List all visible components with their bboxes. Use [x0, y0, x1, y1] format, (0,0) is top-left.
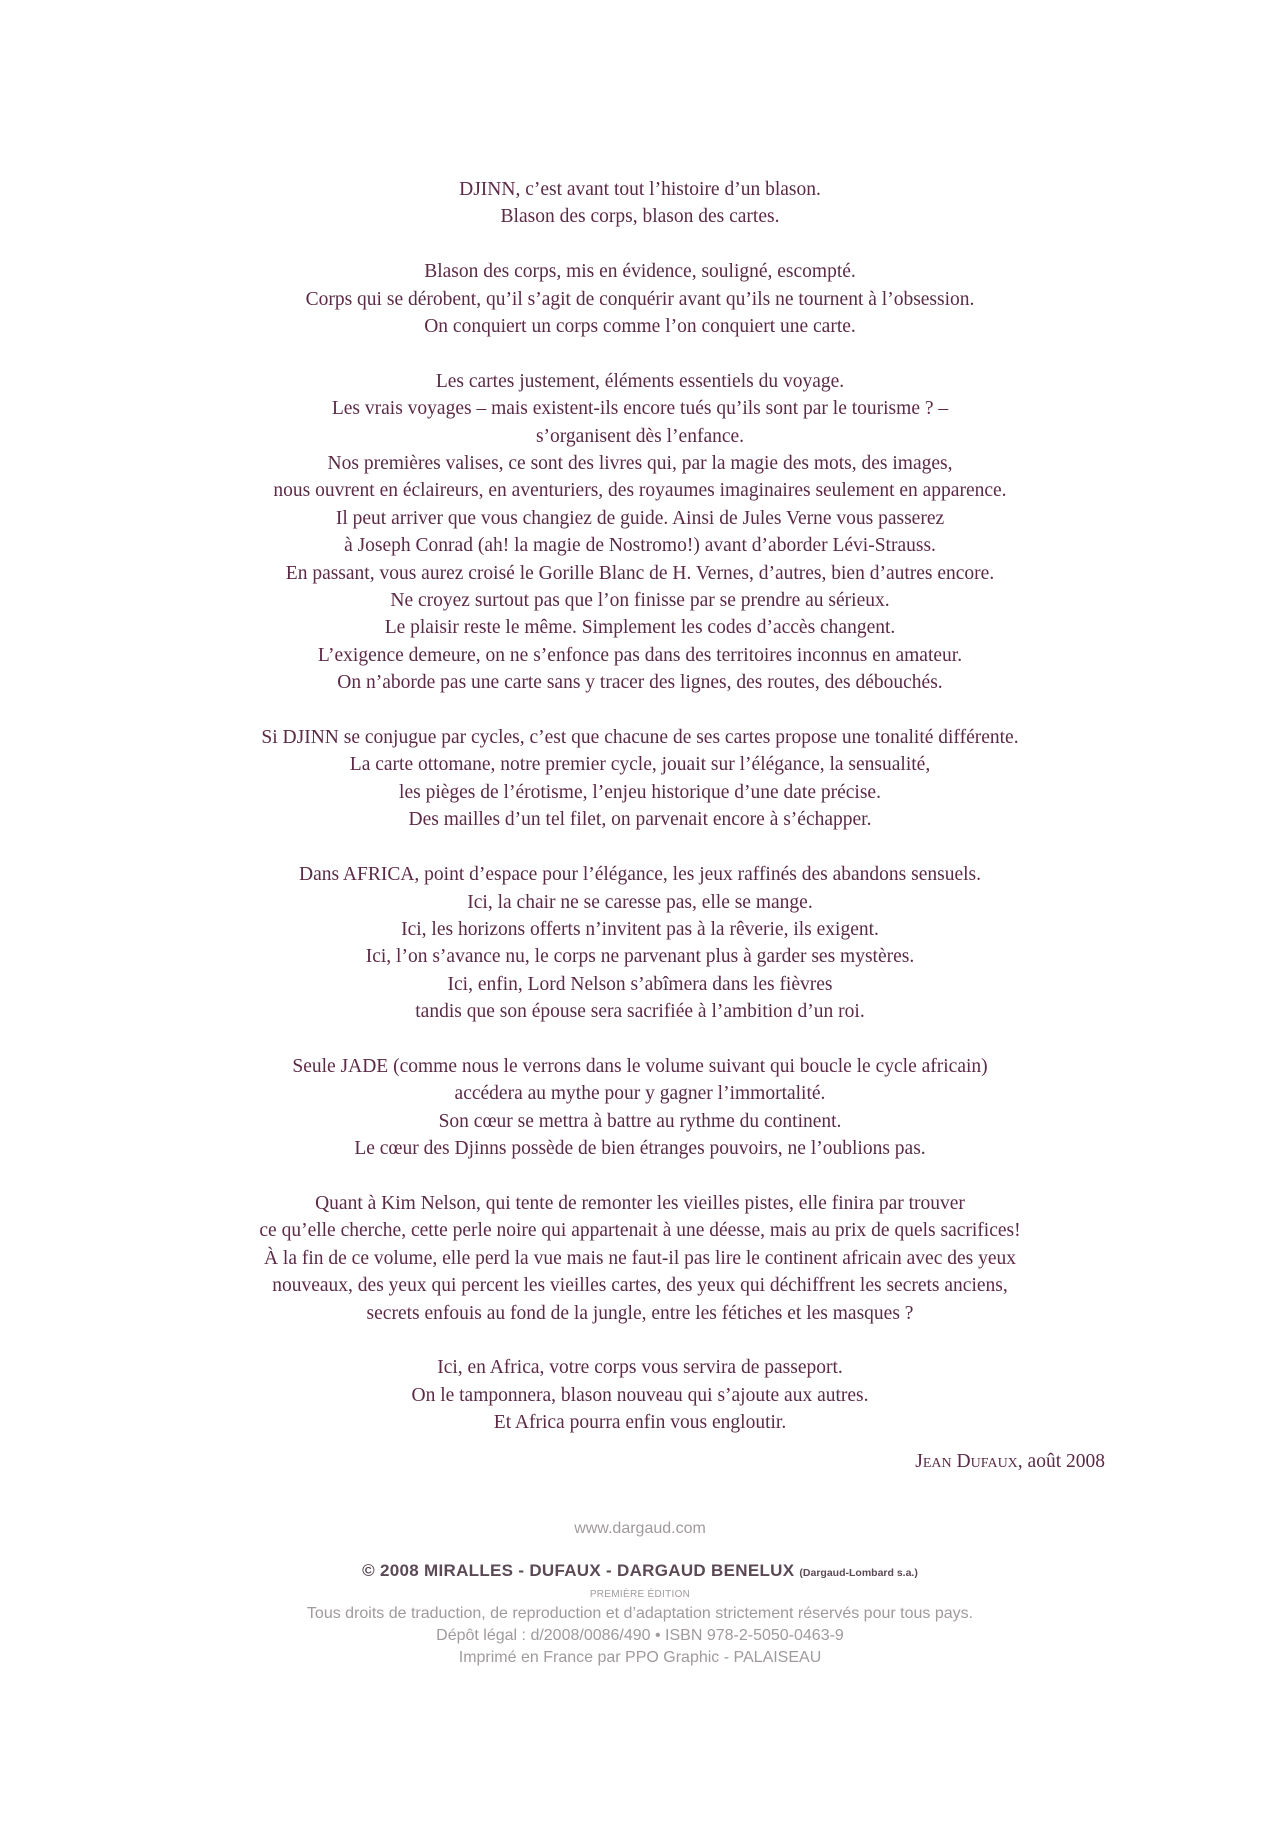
paragraph [140, 861, 1140, 1025]
text-line: Ne croyez surtout pas que l’on finisse par se prendre au sérieux. [390, 590, 890, 612]
paragraph [140, 368, 1140, 697]
paragraph [140, 1053, 1140, 1163]
rights-notice: Tous droits de traduction, de reproduction et d’adaptation strictement réservés pour tous pays. [306, 1605, 974, 1622]
text-line: nous ouvrent en éclaireurs, en aventuriers, des royaumes imaginaires seulement en apparence. [273, 480, 1007, 502]
text-line: Il peut arriver que vous changiez de guide. Ainsi de Jules Verne vous passerez [335, 507, 945, 529]
text-line: Blason des corps, blason des cartes. [500, 206, 780, 228]
edition-label: PREMIÈRE ÉDITION [589, 1589, 691, 1600]
printer-info: Imprimé en France par PPO Graphic - PALAISEAU [458, 1649, 822, 1666]
text-line: accédera au mythe pour y gagner l’immortalité. [454, 1083, 826, 1105]
signature-date: , août 2008 [1017, 1451, 1105, 1472]
text-line: Ici, enfin, Lord Nelson s’abîmera dans les fièvres [447, 973, 833, 995]
text-line: Les cartes justement, éléments essentiels du voyage. [435, 370, 845, 392]
paragraph [140, 1354, 1140, 1436]
text-line: Quant à Kim Nelson, qui tente de remonter les vieilles pistes, elle finira par trouver [315, 1192, 965, 1214]
paragraph [140, 176, 1140, 231]
text-line: secrets enfouis au fond de la jungle, entre les fétiches et les masques ? [366, 1302, 914, 1324]
text-line: Ici, les horizons offerts n’invitent pas à la rêverie, ils exigent. [401, 918, 879, 940]
text-line: Les vrais voyages – mais existent-ils encore tués qu’ils sont par le tourisme ? – [331, 398, 949, 420]
publisher-colophon [140, 1519, 1140, 1669]
text-line: Ici, en Africa, votre corps vous servira de passeport. [437, 1357, 843, 1379]
text-line: ce qu’elle cherche, cette perle noire qui appartenait à une déesse, mais au prix de quels sacrifices! [259, 1220, 1021, 1242]
paragraph [140, 1190, 1140, 1327]
text-line: L’exigence demeure, on ne s’enfonce pas dans des territoires inconnus en amateur. [317, 644, 963, 666]
publisher-website: www.dargaud.com [574, 1520, 706, 1537]
text-line: En passant, vous aurez croisé le Gorille Blanc de H. Vernes, d’autres, bien d’autres encore. [285, 562, 995, 584]
paragraph [140, 724, 1140, 834]
text-line: Ici, l’on s’avance nu, le corps ne parvenant plus à garder ses mystères. [365, 946, 915, 968]
text-line: À la fin de ce volume, elle perd la vue mais ne faut-il pas lire le continent africain avec des yeux [263, 1247, 1017, 1269]
text-line: Et Africa pourra enfin vous engloutir. [493, 1412, 787, 1434]
author-signature [915, 1451, 1105, 1473]
text-line: Le plaisir reste le même. Simplement les codes d’accès changent. [384, 617, 896, 639]
text-line: Corps qui se dérobent, qu’il s’agit de conquérir avant qu’ils ne tournent à l’obsession. [305, 288, 975, 310]
text-line: Si DJINN se conjugue par cycles, c’est que chacune de ses cartes propose une tonalité différente. [261, 727, 1019, 749]
text-line: Blason des corps, mis en évidence, souligné, escompté. [424, 261, 856, 283]
copyright-line [140, 1560, 1140, 1584]
text-line: s’organisent dès l’enfance. [535, 425, 745, 447]
copyright-company: (Dargaud-Lombard s.a.) [799, 1567, 918, 1579]
legal-deposit: Dépôt légal : d/2008/0086/490 • ISBN 978-2-5050-0463-9 [436, 1627, 844, 1644]
preface-essay [140, 176, 1140, 1464]
text-line: Ici, la chair ne se caresse pas, elle se mange. [467, 891, 813, 913]
text-line: à Joseph Conrad (ah! la magie de Nostromo!) avant d’aborder Lévi-Strauss. [344, 535, 936, 557]
text-line: DJINN, c’est avant tout l’histoire d’un blason. [459, 179, 821, 200]
text-line: les pièges de l’érotisme, l’enjeu historique d’une date précise. [399, 781, 881, 803]
text-line: On le tamponnera, blason nouveau qui s’ajoute aux autres. [411, 1384, 869, 1406]
text-line: Son cœur se mettra à battre au rythme du continent. [438, 1110, 842, 1132]
text-line: Dans AFRICA, point d’espace pour l’élégance, les jeux raffinés des abandons sensuels. [299, 864, 981, 886]
text-line: Seule JADE (comme nous le verrons dans le volume suivant qui boucle le cycle africain) [292, 1055, 988, 1077]
text-line: nouveaux, des yeux qui percent les vieilles cartes, des yeux qui déchiffrent les secrets anciens, [272, 1275, 1008, 1297]
text-line: Nos premières valises, ce sont des livres qui, par la magie des mots, des images, [327, 453, 953, 475]
text-line: Le cœur des Djinns possède de bien étranges pouvoirs, ne l’oublions pas. [354, 1138, 926, 1160]
text-line: On n’aborde pas une carte sans y tracer des lignes, des routes, des débouchés. [337, 672, 943, 694]
copyright-text: © 2008 MIRALLES - DUFAUX - DARGAUD BENELUX [362, 1561, 795, 1580]
text-line: On conquiert un corps comme l’on conquiert une carte. [424, 316, 856, 338]
text-line: Des mailles d’un tel filet, on parvenait encore à s’échapper. [408, 809, 872, 831]
text-line: La carte ottomane, notre premier cycle, jouait sur l’élégance, la sensualité, [349, 754, 931, 776]
text-line: tandis que son épouse sera sacrifiée à l’ambition d’un roi. [415, 1001, 865, 1023]
paragraph [140, 258, 1140, 340]
author-name: Jean Dufaux [915, 1451, 1018, 1472]
